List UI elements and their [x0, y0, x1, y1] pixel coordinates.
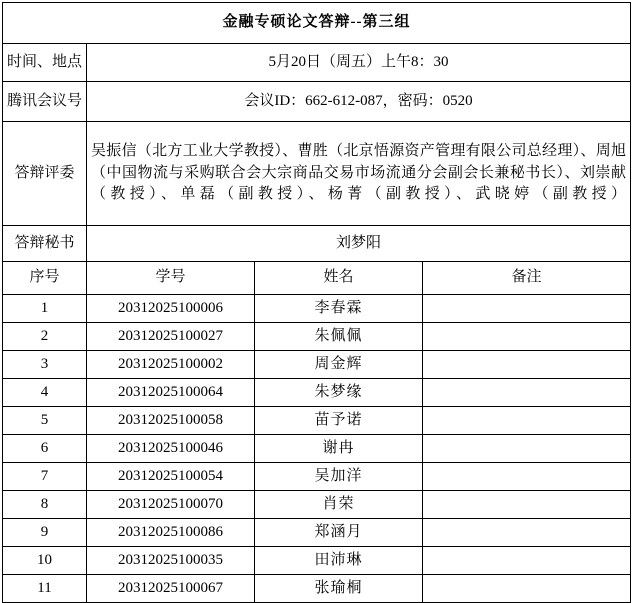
cell-note [423, 463, 631, 491]
document-title: 金融专硕论文答辩--第三组 [3, 3, 631, 44]
table-row [3, 575, 631, 603]
cell-id: 20312025100046 [87, 435, 255, 463]
table-row [3, 295, 631, 323]
cell-seq: 3 [3, 351, 87, 379]
cell-name: 李春霖 [255, 295, 423, 323]
cell-seq: 7 [3, 463, 87, 491]
field-row-judges [3, 122, 631, 226]
cell-id: 20312025100067 [87, 575, 255, 603]
cell-id: 20312025100035 [87, 547, 255, 575]
cell-name: 肖荣 [255, 491, 423, 519]
cell-note [423, 547, 631, 575]
field-row-time [3, 44, 631, 82]
column-header-note: 备注 [423, 262, 631, 295]
column-header-id: 学号 [87, 262, 255, 295]
cell-seq: 5 [3, 407, 87, 435]
cell-id: 20312025100086 [87, 519, 255, 547]
table-row [3, 407, 631, 435]
cell-id: 20312025100054 [87, 463, 255, 491]
table-row [3, 323, 631, 351]
cell-note [423, 351, 631, 379]
cell-seq: 1 [3, 295, 87, 323]
cell-id: 20312025100002 [87, 351, 255, 379]
cell-seq: 8 [3, 491, 87, 519]
cell-note [423, 491, 631, 519]
field-value-time: 5月20日（周五）上午8：30 [87, 44, 631, 82]
cell-name: 朱梦缘 [255, 379, 423, 407]
cell-seq: 6 [3, 435, 87, 463]
table-row [3, 435, 631, 463]
cell-name: 周金辉 [255, 351, 423, 379]
field-row-meeting [3, 82, 631, 122]
column-header-seq: 序号 [3, 262, 87, 295]
cell-seq: 10 [3, 547, 87, 575]
cell-seq: 11 [3, 575, 87, 603]
field-label-judges: 答辩评委 [3, 122, 87, 226]
table-row [3, 351, 631, 379]
table-row [3, 463, 631, 491]
cell-note [423, 519, 631, 547]
table-row [3, 547, 631, 575]
cell-id: 20312025100070 [87, 491, 255, 519]
cell-name: 苗予诺 [255, 407, 423, 435]
table-row [3, 519, 631, 547]
cell-note [423, 295, 631, 323]
defense-schedule-table [2, 2, 631, 603]
cell-name: 朱佩佩 [255, 323, 423, 351]
cell-name: 张瑜桐 [255, 575, 423, 603]
cell-note [423, 379, 631, 407]
document-sheet [0, 2, 642, 603]
cell-name: 田沛琳 [255, 547, 423, 575]
field-row-secretary [3, 226, 631, 262]
table-header-row [3, 262, 631, 295]
field-value-meeting: 会议ID：662-612-087，密码：0520 [87, 82, 631, 122]
cell-id: 20312025100027 [87, 323, 255, 351]
field-label-meeting: 腾讯会议号 [3, 82, 87, 122]
field-value-judges: 吴振信（北方工业大学教授）、曹胜（北京悟源资产管理有限公司总经理）、周旭（中国物流与采购联合会大宗商品交易市场流通分会副会长兼秘书长）、刘崇献（教授）、单磊（副教授）、杨菁（副教授）、武晓婷（副教授） [87, 122, 631, 226]
cell-id: 20312025100058 [87, 407, 255, 435]
field-label-secretary: 答辩秘书 [3, 226, 87, 262]
cell-name: 谢冉 [255, 435, 423, 463]
title-row [3, 3, 631, 44]
cell-seq: 2 [3, 323, 87, 351]
cell-note [423, 575, 631, 603]
cell-seq: 9 [3, 519, 87, 547]
table-row [3, 491, 631, 519]
field-label-time: 时间、地点 [3, 44, 87, 82]
column-header-name: 姓名 [255, 262, 423, 295]
cell-name: 吴加洋 [255, 463, 423, 491]
cell-seq: 4 [3, 379, 87, 407]
cell-note [423, 407, 631, 435]
cell-note [423, 323, 631, 351]
cell-note [423, 435, 631, 463]
cell-id: 20312025100006 [87, 295, 255, 323]
table-row [3, 379, 631, 407]
cell-id: 20312025100064 [87, 379, 255, 407]
cell-name: 郑涵月 [255, 519, 423, 547]
field-value-secretary: 刘梦阳 [87, 226, 631, 262]
